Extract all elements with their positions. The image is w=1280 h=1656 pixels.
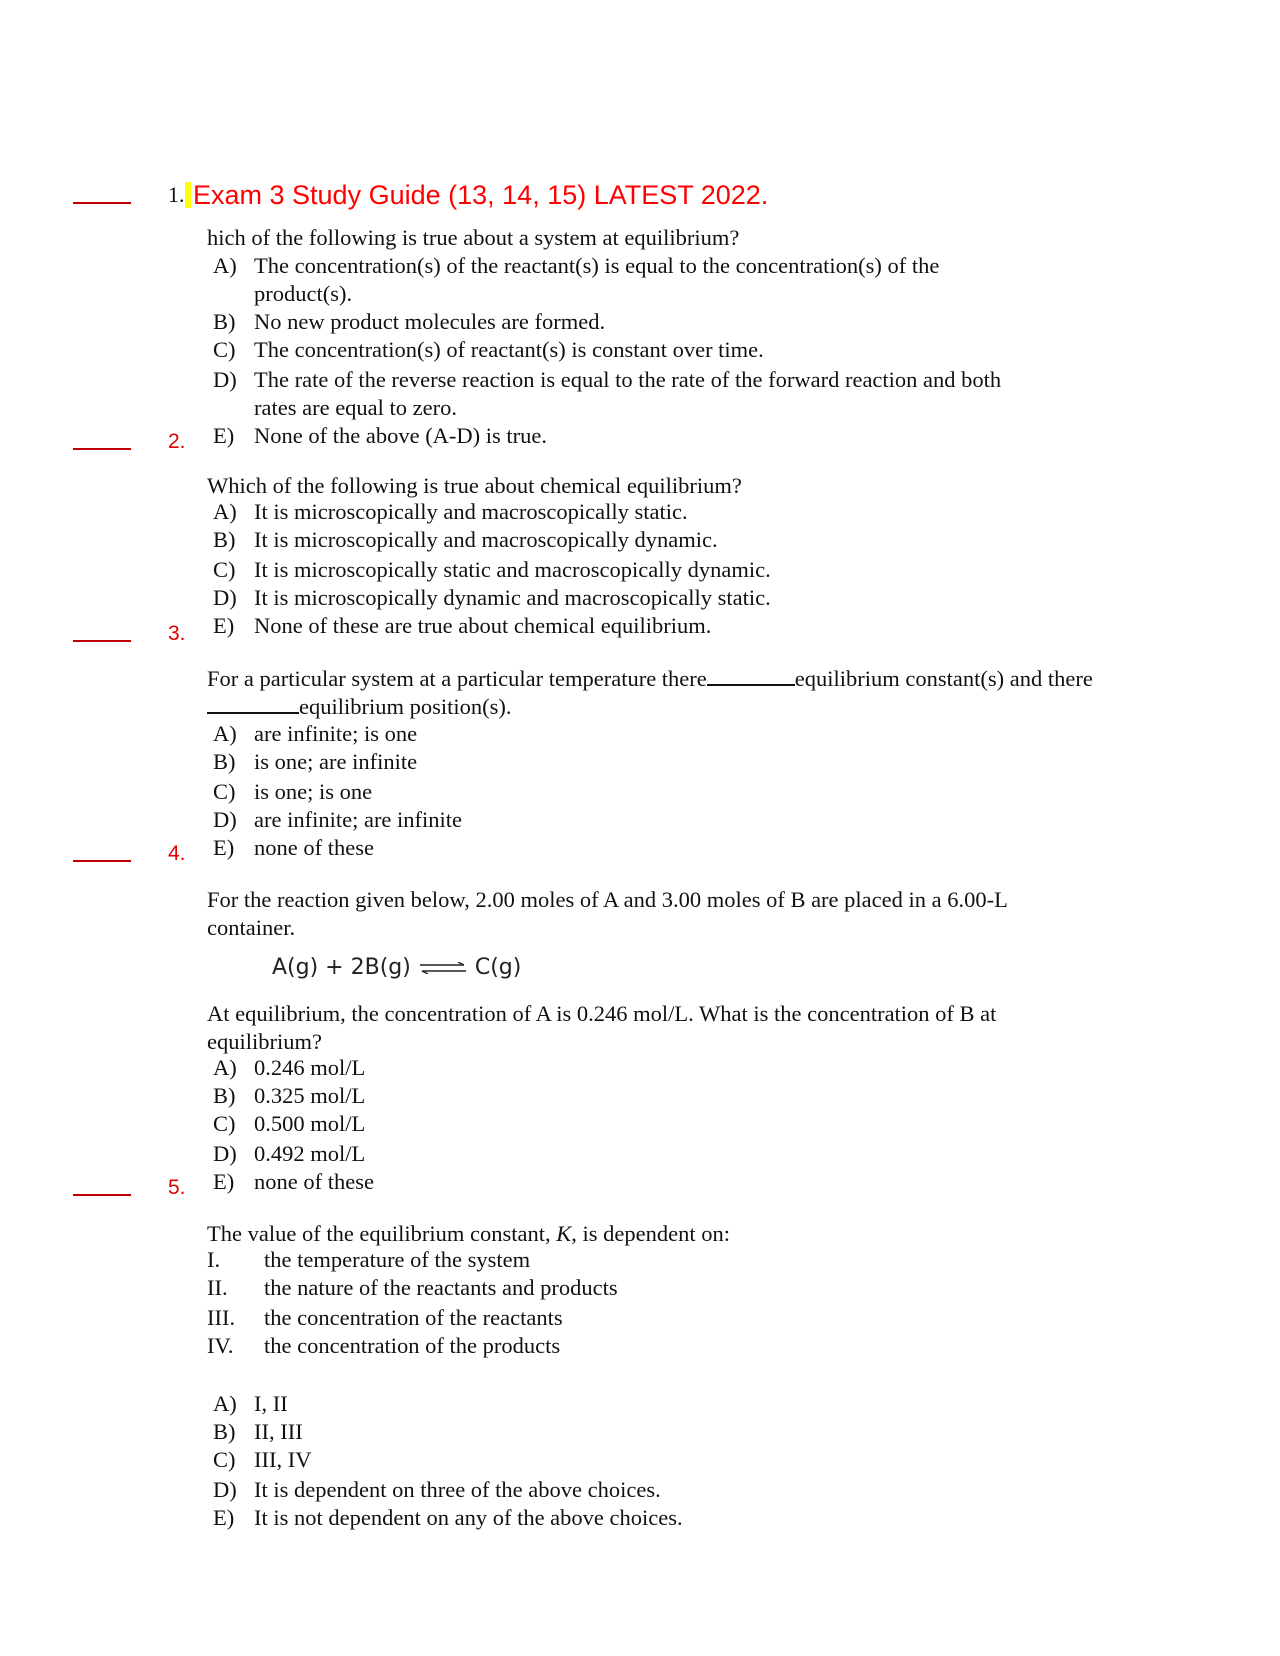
- q4-option-d[interactable]: D) 0.492 mol/L: [213, 1141, 366, 1166]
- q2-option-e[interactable]: E) None of these are true about chemical equilibrium.: [213, 613, 712, 638]
- question-number-5: 5.: [168, 1176, 186, 1199]
- q3-option-c[interactable]: C) is one; is one: [213, 779, 373, 804]
- q3-option-d[interactable]: D) are infinite; are infinite: [213, 807, 463, 832]
- q4-option-c[interactable]: C) 0.500 mol/L: [213, 1111, 366, 1136]
- q1-option-a[interactable]: A) The concentration(s) of the reactant(s) is equal to the concentration(s) of the: [213, 253, 940, 278]
- question-5-stem: The value of the equilibrium constant, K, is dependent on:: [207, 1221, 731, 1246]
- q1-option-c[interactable]: C) The concentration(s) of reactant(s) is constant over time.: [213, 337, 764, 362]
- question-number-2: 2.: [168, 430, 186, 453]
- answer-blank-3[interactable]: [73, 640, 131, 642]
- question-number-4: 4.: [168, 842, 186, 865]
- question-3-stem-line2: equilibrium position(s).: [207, 692, 512, 721]
- q4-option-b[interactable]: B) 0.325 mol/L: [213, 1083, 366, 1108]
- question-3-stem-line1: For a particular system at a particular temperature there equilibrium constant(s) and there: [207, 666, 1093, 691]
- reaction-equation: A(g) + 2B(g) C(g): [272, 955, 522, 980]
- question-number-3: 3.: [168, 622, 186, 645]
- q4-option-a[interactable]: A) 0.246 mol/L: [213, 1055, 366, 1080]
- q3-option-e[interactable]: E) none of these: [213, 835, 374, 860]
- q5-option-a[interactable]: A) I, II: [213, 1391, 288, 1416]
- q4-option-e[interactable]: E) none of these: [213, 1169, 374, 1194]
- page-title: Exam 3 Study Guide (13, 14, 15) LATEST 2022.: [193, 180, 769, 210]
- fill-in-blank[interactable]: [207, 692, 299, 714]
- question-4-stem-line1: For the reaction given below, 2.00 moles of A and 3.00 moles of B are placed in a 6.00-L: [207, 887, 1008, 912]
- q5-option-d[interactable]: D) It is dependent on three of the above choices.: [213, 1477, 661, 1502]
- answer-blank-1[interactable]: [73, 202, 131, 204]
- question-number-1: 1.: [168, 182, 191, 208]
- q1-option-d-cont: rates are equal to zero.: [254, 395, 458, 420]
- statement-iv: IV. the concentration of the products: [207, 1333, 561, 1358]
- statement-ii: II. the nature of the reactants and products: [207, 1275, 618, 1300]
- answer-blank-2[interactable]: [73, 448, 131, 450]
- question-4-stem-line2: container.: [207, 915, 296, 940]
- statement-i: I. the temperature of the system: [207, 1247, 531, 1272]
- fill-in-blank[interactable]: [707, 664, 795, 686]
- equilibrium-arrow-icon: [418, 962, 468, 974]
- question-4-follow-line1: At equilibrium, the concentration of A is 0.246 mol/L. What is the concentration of B at: [207, 1001, 997, 1026]
- q1-option-d[interactable]: D) The rate of the reverse reaction is equal to the rate of the forward reaction and both: [213, 367, 1002, 392]
- question-4-follow-line2: equilibrium?: [207, 1029, 322, 1054]
- answer-blank-5[interactable]: [73, 1194, 131, 1196]
- q2-option-a[interactable]: A) It is microscopically and macroscopically static.: [213, 499, 688, 524]
- q2-option-c[interactable]: C) It is microscopically static and macroscopically dynamic.: [213, 557, 771, 582]
- q5-option-b[interactable]: B) II, III: [213, 1419, 303, 1444]
- q5-option-e[interactable]: E) It is not dependent on any of the above choices.: [213, 1505, 683, 1530]
- q1-option-a-cont: product(s).: [254, 281, 353, 306]
- statement-iii: III. the concentration of the reactants: [207, 1305, 563, 1330]
- question-2-stem: Which of the following is true about chemical equilibrium?: [207, 473, 742, 498]
- q3-option-a[interactable]: A) are infinite; is one: [213, 721, 418, 746]
- q3-option-b[interactable]: B) is one; are infinite: [213, 749, 418, 774]
- answer-blank-4[interactable]: [73, 860, 131, 862]
- highlight-mark: [185, 182, 191, 208]
- q2-option-b[interactable]: B) It is microscopically and macroscopically dynamic.: [213, 527, 718, 552]
- q2-option-d[interactable]: D) It is microscopically dynamic and macroscopically static.: [213, 585, 771, 610]
- q1-option-b[interactable]: B) No new product molecules are formed.: [213, 309, 606, 334]
- q5-option-c[interactable]: C) III, IV: [213, 1447, 312, 1472]
- q1-option-e[interactable]: E) None of the above (A-D) is true.: [213, 423, 548, 448]
- question-1-stem: hich of the following is true about a system at equilibrium?: [207, 225, 740, 250]
